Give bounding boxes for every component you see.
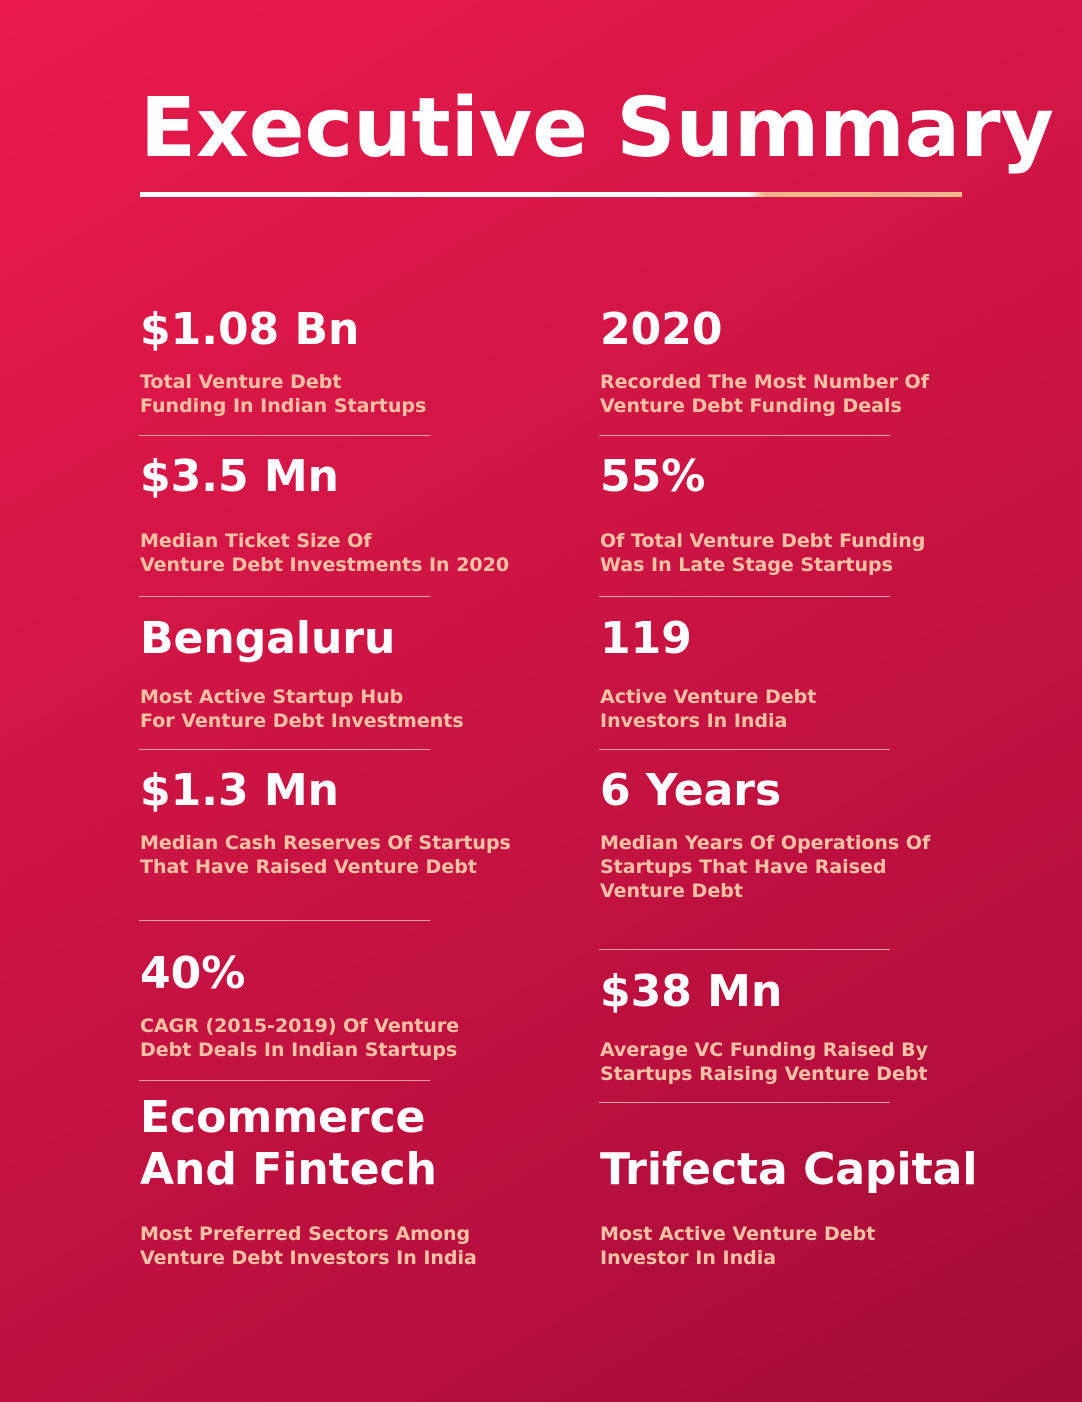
- stat-description-line: Funding In Indian Startups: [140, 395, 427, 417]
- stat-description: [600, 831, 1030, 903]
- stat-description-line: Venture Debt Investors In India: [140, 1247, 477, 1269]
- stat-description-line: Most Preferred Sectors Among: [140, 1223, 471, 1245]
- divider: [139, 1080, 430, 1081]
- stat-description: [600, 370, 1030, 418]
- stat-value: And Fintech: [140, 1144, 437, 1195]
- stat-description: [140, 685, 570, 733]
- divider: [139, 435, 430, 436]
- stat-years-operations: [600, 765, 1030, 903]
- stat-median-ticket: [140, 451, 570, 577]
- divider: [139, 749, 430, 750]
- stat-total-funding: [140, 304, 570, 418]
- stat-value: 55%: [600, 451, 706, 502]
- divider: [139, 920, 430, 921]
- stat-description: [140, 370, 570, 418]
- stat-description-line: CAGR (2015-2019) Of Venture: [140, 1015, 460, 1037]
- stat-description: [600, 529, 1030, 577]
- stat-value: $1.3 Mn: [140, 765, 339, 816]
- stat-top-year: [600, 304, 1030, 418]
- stat-description-line: Of Total Venture Debt Funding: [600, 530, 926, 552]
- stat-value: 40%: [140, 948, 246, 999]
- stat-description-line: Debt Deals In Indian Startups: [140, 1039, 458, 1061]
- divider: [599, 435, 890, 436]
- stat-cash-reserves: [140, 765, 570, 879]
- stat-active-investors: [600, 613, 1030, 733]
- title-underline: [140, 192, 962, 197]
- stat-value: $38 Mn: [600, 966, 783, 1017]
- divider: [139, 596, 430, 597]
- stat-description-line: Venture Debt Funding Deals: [600, 395, 902, 417]
- stat-description-line: That Have Raised Venture Debt: [140, 856, 477, 878]
- stat-value: 119: [600, 613, 692, 664]
- stat-description: [140, 1222, 570, 1270]
- divider: [599, 1102, 890, 1103]
- page-title: Executive Summary: [140, 81, 1054, 176]
- stat-description-line: Investor In India: [600, 1247, 777, 1269]
- stat-description-line: Median Ticket Size Of: [140, 530, 372, 552]
- stat-cagr: [140, 948, 570, 1062]
- stat-value: 2020: [600, 304, 723, 355]
- stat-preferred-sectors: [140, 1092, 570, 1270]
- stat-value: Ecommerce: [140, 1092, 426, 1143]
- stat-description-line: Startups Raising Venture Debt: [600, 1063, 928, 1085]
- stat-description-line: Average VC Funding Raised By: [600, 1039, 929, 1061]
- stat-avg-vc-funding: [600, 966, 1030, 1086]
- stat-description-line: Most Active Venture Debt: [600, 1223, 876, 1245]
- stat-description-line: Venture Debt Investments In 2020: [140, 554, 510, 576]
- stat-description-line: Median Years Of Operations Of: [600, 832, 931, 854]
- stat-description-line: Total Venture Debt: [140, 371, 342, 393]
- stat-most-active-investor: [600, 1144, 1030, 1270]
- stat-value: $1.08 Bn: [140, 304, 360, 355]
- divider: [599, 949, 890, 950]
- stat-description: [600, 1222, 1030, 1270]
- stat-description: [140, 1014, 570, 1062]
- stat-value: $3.5 Mn: [140, 451, 339, 502]
- stat-description-line: For Venture Debt Investments: [140, 710, 464, 732]
- stat-late-stage-share: [600, 451, 1030, 577]
- stat-startup-hub: [140, 613, 570, 733]
- stat-description: [600, 1038, 1030, 1086]
- stat-description-line: Median Cash Reserves Of Startups: [140, 832, 511, 854]
- stat-description-line: Active Venture Debt: [600, 686, 817, 708]
- divider: [599, 596, 890, 597]
- stat-description-line: Was In Late Stage Startups: [600, 554, 893, 576]
- divider: [599, 749, 890, 750]
- stat-description-line: Investors In India: [600, 710, 788, 732]
- stat-value: Trifecta Capital: [600, 1144, 978, 1195]
- stat-description-line: Venture Debt: [600, 880, 743, 902]
- stat-description: [140, 529, 570, 577]
- stat-value: 6 Years: [600, 765, 782, 816]
- stat-description: [140, 831, 570, 879]
- stat-description-line: Most Active Startup Hub: [140, 686, 404, 708]
- stat-value: Bengaluru: [140, 613, 396, 664]
- stat-description: [600, 685, 1030, 733]
- stat-description-line: Startups That Have Raised: [600, 856, 887, 878]
- stat-description-line: Recorded The Most Number Of: [600, 371, 929, 393]
